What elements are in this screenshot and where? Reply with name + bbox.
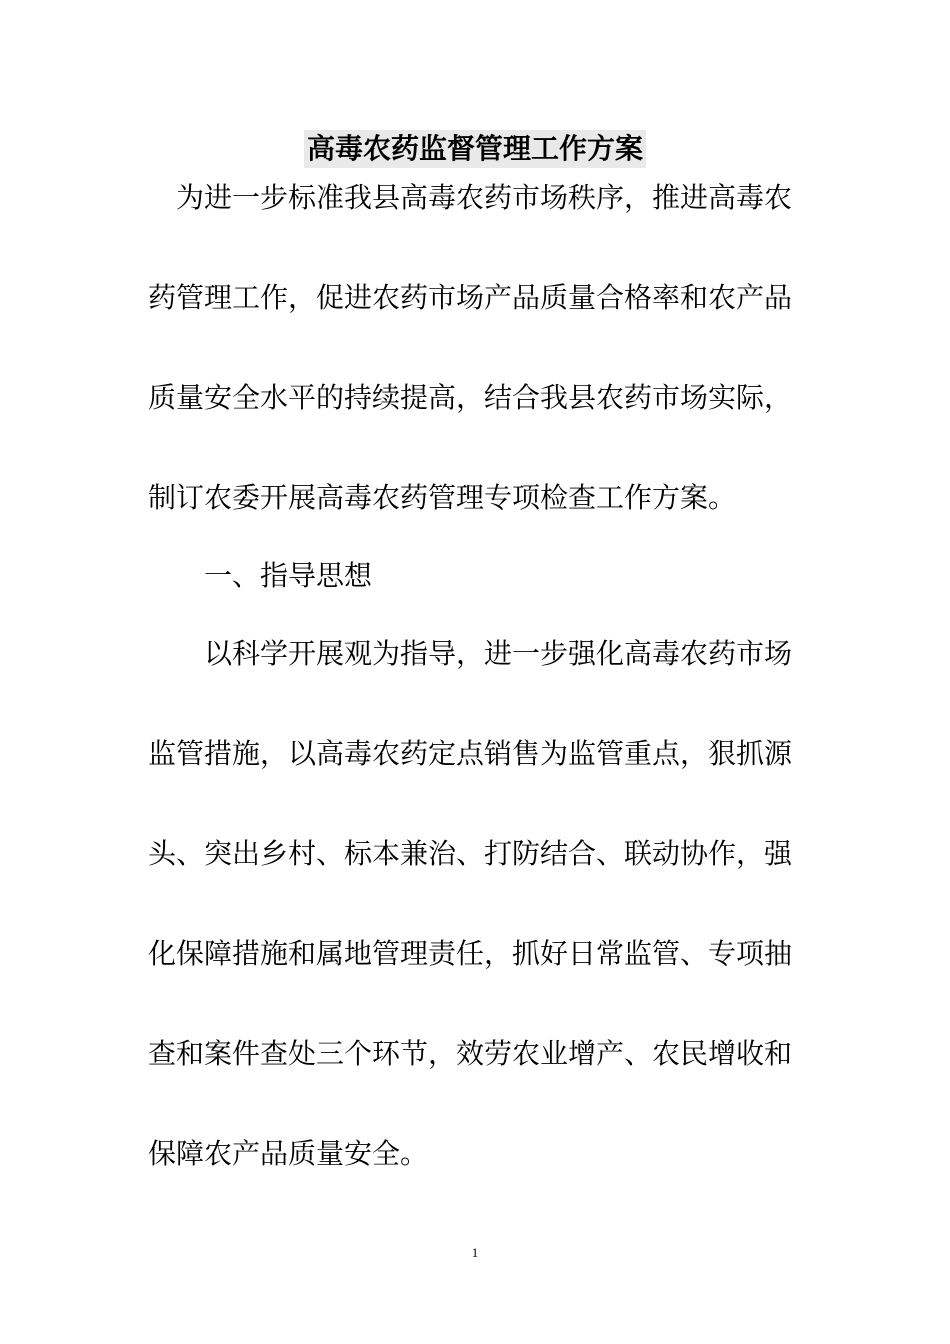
paragraph-line: 头、突出乡村、标本兼治、打防结合、联动协作，强 xyxy=(148,837,793,870)
paragraph-line: 以科学开展观为指导，进一步强化高毒农药市场 xyxy=(148,637,793,670)
paragraph-line: 制订农委开展高毒农药管理专项检查工作方案。 xyxy=(148,481,737,514)
paragraph-line: 查和案件查处三个环节，效劳农业增产、农民增收和 xyxy=(148,1037,793,1070)
paragraph-line: 保障农产品质量安全。 xyxy=(148,1137,429,1170)
document-title: 高毒农药监督管理工作方案 xyxy=(304,130,646,168)
title-container xyxy=(0,130,950,168)
paragraph-line: 质量安全水平的持续提高，结合我县农药市场实际， xyxy=(148,381,793,414)
paragraph-line: 药管理工作，促进农药市场产品质量合格率和农产品 xyxy=(148,281,793,314)
paragraph-line: 化保障措施和属地管理责任，抓好日常监管、专项抽 xyxy=(148,937,793,970)
paragraph-line: 为进一步标准我县高毒农药市场秩序，推进高毒农 xyxy=(148,181,793,214)
page-number: 1 xyxy=(471,1245,479,1260)
paragraph-line: 监管措施，以高毒农药定点销售为监管重点，狠抓源 xyxy=(148,737,793,770)
section-heading: 一、指导思想 xyxy=(148,559,373,592)
